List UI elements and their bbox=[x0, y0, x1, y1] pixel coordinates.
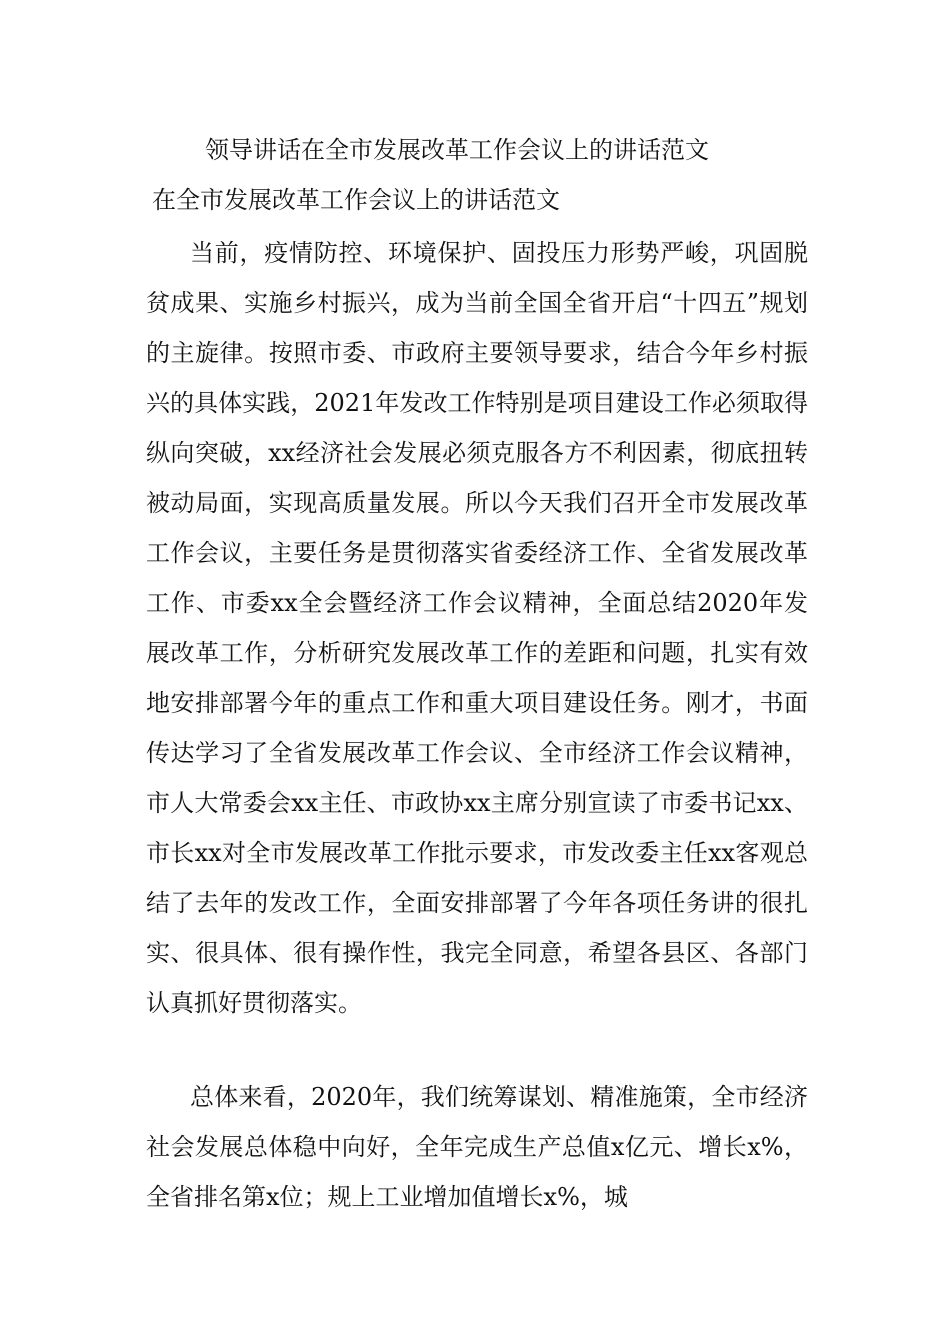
document-subtitle: 在全市发展改革工作会议上的讲话范文 bbox=[152, 186, 560, 214]
document-title: 领导讲话在全市发展改革工作会议上的讲话范文 bbox=[205, 136, 709, 164]
body-paragraph-2: 总体来看，2020年，我们统筹谋划、精准施策，全市经济社会发展总体稳中向好，全年完成生产总值x亿元、增长x%，全省排名第x位；规上工业增加值增长x%，城 bbox=[146, 1083, 808, 1211]
body-paragraph-1: 当前，疫情防控、环境保护、固投压力形势严峻，巩固脱贫成果、实施乡村振兴，成为当前全国全省开启“十四五”规划的主旋律。按照市委、市政府主要领导要求，结合今年乡村振兴的具体实践，2021年发改工作特别是项目建设工作必须取得纵向突破，xx经济社会发展必须克服各方不利因素，彻底扭转被动局面，实现高质量发展。所以今天我们召开全市发展改革工作会议，主要任务是贯彻落实省委经济工作、全省发展改革工作、市委xx全会暨经济工作会议精神，全面总结2020年发展改革工作，分析研究发展改革工作的差距和问题，扎实有效地安排部署今年的重点工作和重大项目建设任务。刚才，书面传达学习了全省发展改革工作会议、全市经济工作会议精神，市人大常委会xx主任、市政协xx主席分别宣读了市委书记xx、市长xx对全市发展改革工作批示要求，市发改委主任xx客观总结了去年的发改工作，全面安排部署了今年各项任务讲的很扎实、很具体、很有操作性，我完全同意，希望各县区、各部门认真抓好贯彻落实。 bbox=[146, 239, 808, 1017]
